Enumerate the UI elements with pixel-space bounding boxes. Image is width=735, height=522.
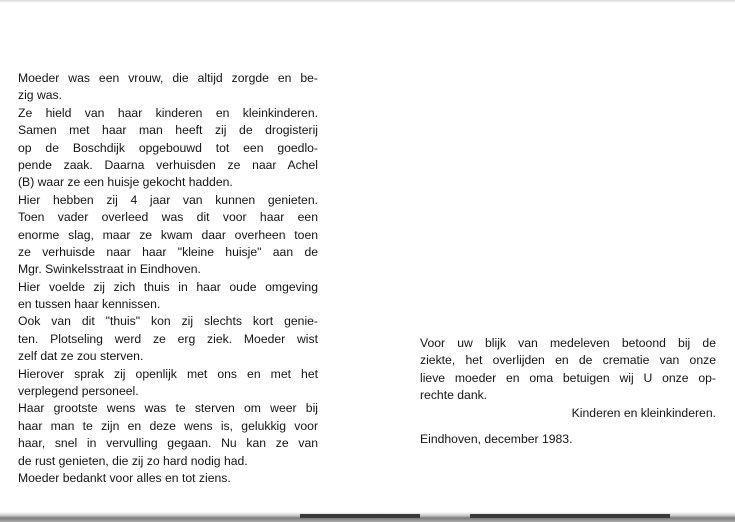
- memorial-line: haar man te zijn en deze wens is, gelukkig voor: [18, 418, 318, 433]
- memorial-line: ze verhuisde naar haar "kleine huisje" aan de: [18, 244, 318, 259]
- memorial-line: Toen vader overleed was dit voor haar een: [18, 210, 318, 225]
- memorial-line: Moeder was een vrouw, die altijd zorgde en be-: [18, 71, 318, 85]
- memorial-line: haar, snel in vervulling gegaan. Nu kan ze van: [18, 436, 318, 451]
- thanks-text: [420, 335, 716, 422]
- memorial-line: enorme slag, maar ze kwam daar overheen toen: [18, 227, 318, 242]
- memorial-line: pende zaak. Daarna verhuisden ze naar Achel: [18, 157, 318, 172]
- scan-artifact: [300, 514, 420, 518]
- thanks-line: ziekte, het overlijden en de crematie van onze: [420, 353, 716, 368]
- memorial-text: [18, 70, 318, 487]
- memorial-line: Hier hebben zij 4 jaar van kunnen genieten.: [18, 192, 318, 207]
- memorial-line: verplegend personeel.: [18, 384, 139, 399]
- memorial-line: op de Boschdijk opgebouwd tot een goedlo-: [18, 140, 318, 155]
- place-date: Eindhoven, december 1983.: [420, 432, 573, 446]
- memorial-line: en tussen haar kennissen.: [18, 297, 161, 312]
- scan-artifact: [470, 514, 670, 518]
- memorial-line: de rust genieten, die zij zo hard nodig had.: [18, 453, 248, 468]
- thanks-line: lieve moeder en oma betuigen wij U onze op-: [420, 370, 716, 385]
- memorial-line: ten. Plotseling werd ze erg ziek. Moeder wist: [18, 331, 318, 346]
- memorial-line: Hier voelde zij zich thuis in haar oude omgeving: [18, 279, 318, 294]
- thanks-line: Voor uw blijk van medeleven betoond bij de: [420, 336, 716, 350]
- memorial-line: Samen met haar man heeft zij de drogisterij: [18, 123, 318, 138]
- memorial-line: Ze hield van haar kinderen en kleinkinderen.: [18, 105, 318, 120]
- memorial-line: Ook van dit "thuis" kon zij slechts kort genie-: [18, 314, 318, 329]
- signature: Kinderen en kleinkinderen.: [571, 405, 716, 420]
- thanks-line: rechte dank.: [420, 388, 488, 403]
- card-top-edge: [0, 0, 735, 3]
- place-date-block: [420, 431, 716, 448]
- memorial-line: Hierover sprak zij openlijk met ons en met het: [18, 366, 318, 381]
- memorial-line: zelf dat ze zou sterven.: [18, 349, 144, 364]
- memorial-line: (B) waar ze een huisje gekocht hadden.: [18, 175, 233, 190]
- memorial-line: Moeder bedankt voor alles en tot ziens.: [18, 470, 231, 485]
- memorial-line: Mgr. Swinkelsstraat in Eindhoven.: [18, 262, 201, 277]
- memorial-line: Haar grootste wens was te sterven om weer bij: [18, 401, 318, 416]
- memorial-line: zig was.: [18, 88, 63, 103]
